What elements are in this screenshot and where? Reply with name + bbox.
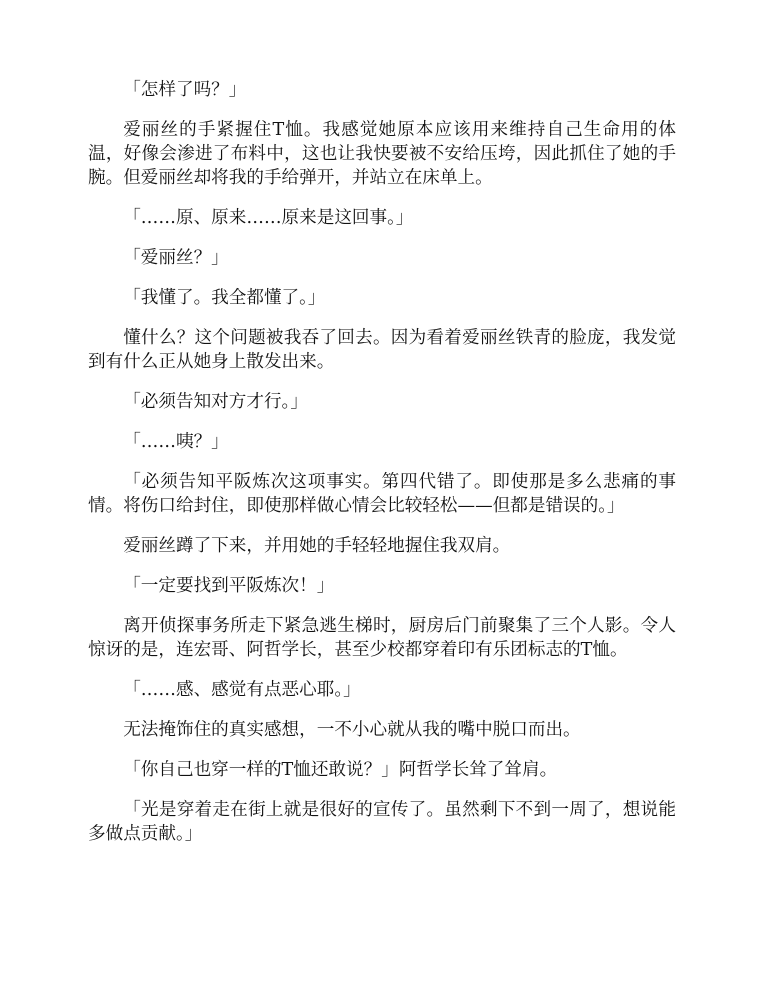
- paragraph-7: 「必须告知对方才行。」: [123, 392, 308, 412]
- paragraph-1: 「怎样了吗？」: [123, 80, 247, 100]
- document-page: [88, 78, 676, 862]
- paragraph-16: 「光是穿着走在街上就是很好的宣传了。虽然剩下不到一周了，想说能多做点贡献。」: [88, 800, 676, 844]
- paragraph-12: 离开侦探事务所走下紧急逃生梯时，厨房后门前聚集了三个人影。令人惊讶的是，连宏哥、阿哲学长，甚至少校都穿着印有乐团标志的T恤。: [88, 616, 676, 660]
- paragraph-15: 「你自己也穿一样的T恤还敢说？」阿哲学长耸了耸肩。: [123, 760, 558, 780]
- paragraph-6: 懂什么？这个问题被我吞了回去。因为看着爱丽丝铁青的脸庞，我发觉到有什么正从她身上散发出来。: [88, 328, 676, 372]
- paragraph-14: 无法掩饰住的真实感想，一不小心就从我的嘴中脱口而出。: [123, 720, 581, 740]
- paragraph-9: 「必须告知平阪炼次这项事实。第四代错了。即使那是多么悲痛的事情。将伤口给封住，即使那样做心情会比较轻松——但都是错误的。」: [88, 472, 676, 516]
- paragraph-8: 「……咦？」: [123, 432, 229, 452]
- paragraph-3: 「……原、原来……原来是这回事。」: [123, 208, 414, 228]
- paragraph-4: 「爱丽丝？」: [123, 248, 229, 268]
- paragraph-11: 「一定要找到平阪炼次！」: [123, 576, 335, 596]
- paragraph-5: 「我懂了。我全都懂了。」: [123, 288, 326, 308]
- paragraph-2: 爱丽丝的手紧握住T恤。我感觉她原本应该用来维持自己生命用的体温，好像会渗进了布料中，这也让我快要被不安给压垮，因此抓住了她的手腕。但爱丽丝却将我的手给弹开，并站立在床单上。: [88, 120, 676, 188]
- paragraph-10: 爱丽丝蹲了下来，并用她的手轻轻地握住我双肩。: [123, 536, 511, 556]
- paragraph-13: 「……感、感觉有点恶心耶。」: [123, 680, 361, 700]
